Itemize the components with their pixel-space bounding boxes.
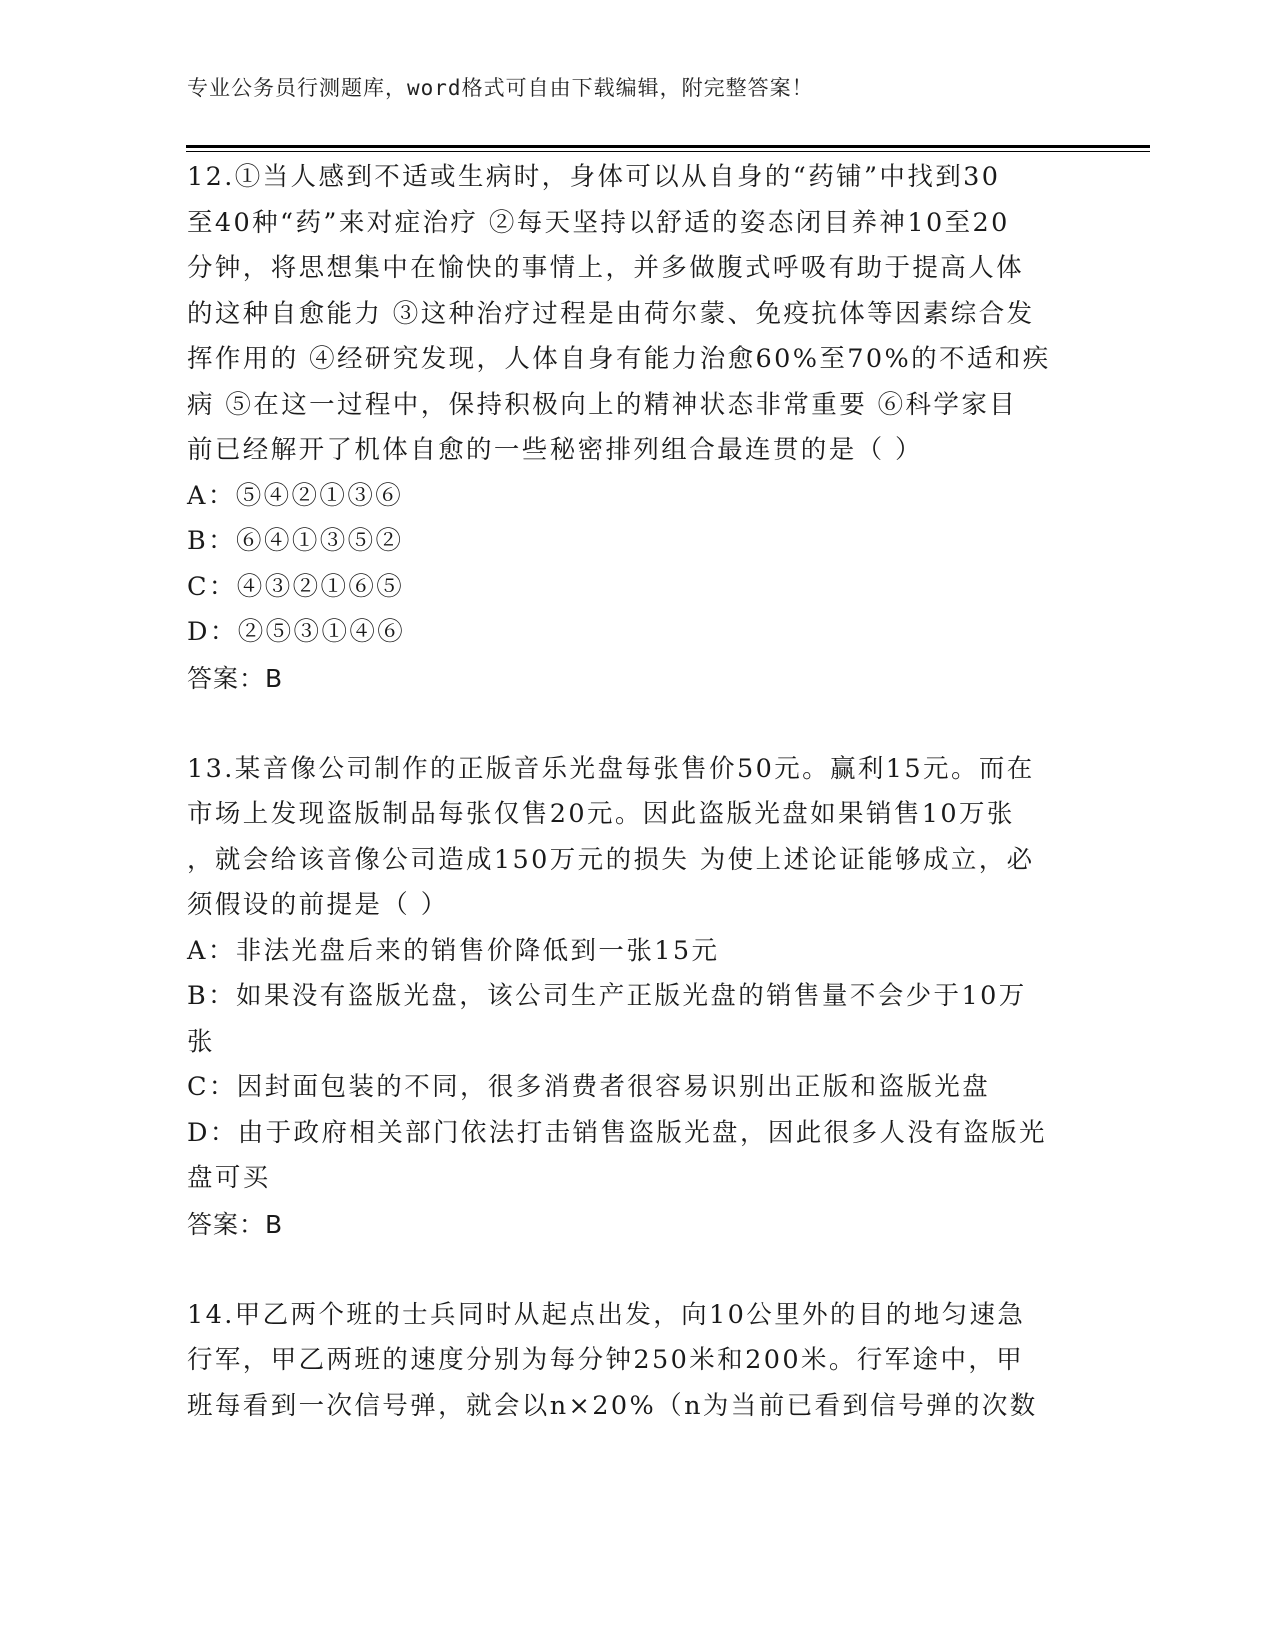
question-stem-line: 病 ⑤在这一过程中，保持积极向上的精神状态非常重要 ⑥科学家目 <box>187 389 1018 420</box>
question-spacer <box>187 1247 1087 1293</box>
option-c: C：④③②①⑥⑤ <box>187 571 405 602</box>
option-b-continued: 张 <box>187 1026 215 1057</box>
question-stem-line: ，就会给该音像公司造成150万元的损失 为使上述论证能够成立，必 <box>187 844 1035 875</box>
question-13 <box>187 747 1087 1248</box>
question-14 <box>187 1293 1087 1430</box>
question-stem-line: 须假设的前提是（ ） <box>187 890 449 920</box>
option-b: B：⑥④①③⑤② <box>187 526 404 556</box>
question-stem-line: 分钟，将思想集中在愉快的事情上，并多做腹式呼吸有助于提高人体 <box>187 253 1025 283</box>
answer-label: 答案：B <box>187 1209 284 1239</box>
question-12 <box>187 155 1087 701</box>
header-rule-thick <box>186 145 1150 148</box>
question-stem-line: 13.某音像公司制作的正版音乐光盘每张售价50元。赢利15元。而在 <box>187 753 1035 784</box>
option-b: B：如果没有盗版光盘，该公司生产正版光盘的销售量不会少于10万 <box>187 981 1027 1011</box>
option-d: D：由于政府相关部门依法打击销售盗版光盘，因此很多人没有盗版光 <box>187 1117 1047 1148</box>
question-stem-line: 12.①当人感到不适或生病时，身体可以从自身的“药铺”中找到30 <box>187 162 1001 192</box>
question-stem-line: 班每看到一次信号弹，就会以n×20%（n为当前已看到信号弹的次数 <box>187 1390 1038 1421</box>
option-d: D：②⑤③①④⑥ <box>187 617 406 647</box>
question-stem-line: 的这种自愈能力 ③这种治疗过程是由荷尔蒙、免疫抗体等因素综合发 <box>187 298 1035 329</box>
question-list <box>187 155 1087 1429</box>
header-rule-thin <box>186 151 1150 152</box>
option-a: A：非法光盘后来的销售价降低到一张15元 <box>187 935 720 966</box>
question-stem-line: 前已经解开了机体自愈的一些秘密排列组合最连贯的是（ ） <box>187 435 923 465</box>
page-header: 专业公务员行测题库，word格式可自由下载编辑，附完整答案！ <box>187 76 814 100</box>
option-a: A：⑤④②①③⑥ <box>187 480 404 511</box>
question-stem-line: 行军，甲乙两班的速度分别为每分钟250米和200米。行军途中，甲 <box>187 1345 1025 1375</box>
option-d-continued: 盘可买 <box>187 1163 271 1193</box>
question-spacer <box>187 701 1087 747</box>
question-stem-line: 挥作用的 ④经研究发现，人体自身有能力治愈60%至70%的不适和疾 <box>187 344 1051 374</box>
question-stem-line: 市场上发现盗版制品每张仅售20元。因此盗版光盘如果销售10万张 <box>187 799 1015 829</box>
question-stem-line: 至40种“药”来对症治疗 ②每天坚持以舒适的姿态闭目养神10至20 <box>187 207 1010 238</box>
question-stem-line: 14.甲乙两个班的士兵同时从起点出发，向10公里外的目的地匀速急 <box>187 1299 1026 1330</box>
answer-label: 答案：B <box>187 663 284 693</box>
option-c: C：因封面包装的不同，很多消费者很容易识别出正版和盗版光盘 <box>187 1072 991 1102</box>
